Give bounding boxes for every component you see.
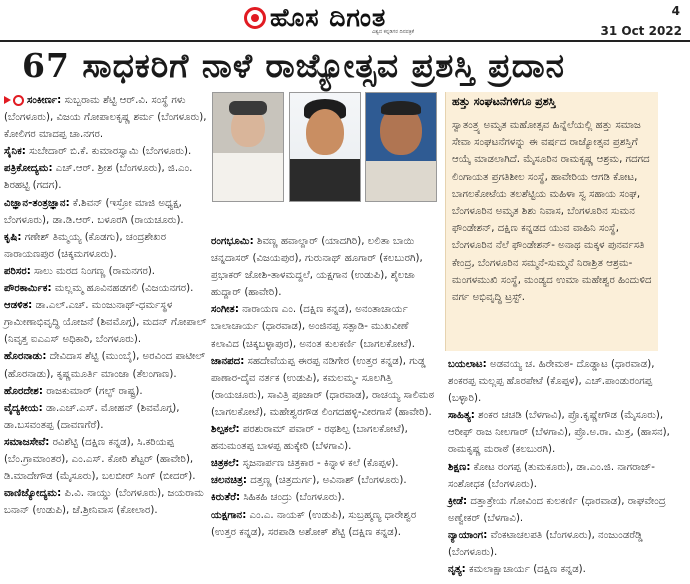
category-label: ಕೃಷಿ: xyxy=(4,231,22,243)
category-label: ಸಂಕೀರ್ಣ: xyxy=(27,95,62,106)
category-label: ಹೊರನಾಡು: xyxy=(4,351,47,363)
category-names: ಶಿವಣ್ಣ ಹವಾಲ್ದಾರ್ (ಯಾದಗಿರಿ), ಲಲಿತಾ ಬಾಯಿ ಚನ್ನದಾಸರ್ (ವಿಜಯಪುರ), ಗುರುನಾಥ್ ಹೂಗಾರ್ (ಕಲಬುರಗಿ), ಪ್ರಭಾಕರ್ ಜೋಶಿ-ತಾಳಮದ್ದಲೆ, ಯಕ್ಷಗಾನ (ಉಡುಪಿ), ಶೈಲಜಾ ಹುದ್ದಾರ್ (ಹಾವೇರಿ). xyxy=(211,236,423,299)
category-names: ಸಾಲು ಮರದ ನಿಂಗಣ್ಣ (ರಾಮನಗರ). xyxy=(34,265,156,277)
award-category xyxy=(4,160,207,194)
category-label: ಕಿರುತೆರೆ: xyxy=(211,492,241,504)
category-label: ಬಯಲಾಟ: xyxy=(448,359,487,370)
category-names: ಕೋಟ ರಂಗಪ್ಪ (ತುಮಕೂರು), ಡಾ.ಎಂ.ಜಿ. ನಾಗರಾಜ್- ಸಂಶೋಧಕ (ಬೆಂಗಳೂರು). xyxy=(448,461,655,490)
category-label: ಕ್ರೀಡೆ: xyxy=(448,495,468,507)
award-category xyxy=(448,459,683,493)
article-headline: 67 ಸಾಧಕರಿಗೆ ನಾಳೆ ರಾಜ್ಯೋತ್ಸವ ಪ್ರಶಸ್ತಿ ಪ್ರದಾನ xyxy=(22,46,566,85)
category-label: ಸೈನಿಕ: xyxy=(4,146,26,158)
category-label: ಚಲನಚಿತ್ರ: xyxy=(211,475,247,487)
category-names: ಸುಬ್ಬರಾಮ ಶೆಟ್ಟಿ ಆರ್.ವಿ. ಸಂಸ್ಥೆ ಗಳು (ಬೆಂಗಳೂರು), ವಿಜಯ ಗೋಪಾಲಕೃಷ್ಣ ಶರ್ಮ (ಬೆಂಗಳೂರು), ಕೋಲಿಗರ ಮಾದಪ್ಪ ಚಾ.ನಗರ. xyxy=(4,95,207,141)
category-names: ರವಿಶೆಟ್ಟಿ (ದಕ್ಷಿಣ ಕನ್ನಡ), ಸಿ.ಕರಿಯಪ್ಪ (ಬೆಂ.ಗ್ರಾಮಾಂತರ), ಎಂ.ಎಸ್. ಕೋರಿ ಶೆಟ್ಟರ್ (ಹಾವೇರಿ), ಡಿ.ಮಾದೇಗೌಡ (ಮೈಸೂರು), ಬಲಬೀರ್ ಸಿಂಗ್ (ಬೀದರ್). xyxy=(4,436,196,483)
category-label: ನ್ಯಾಯಾಂಗ: xyxy=(448,529,488,541)
category-names: ಶಂಕರ ಚಚಡಿ (ಬೆಳಗಾವಿ), ಪ್ರೊ.ಕೃಷ್ಣೇಗೌಡ (ಮೈಸೂರು), ಆರೀಫ್ ರಾಜ ನೀಲಗಾರ್ (ಬೆಳಗಾವಿ), ಪ್ರೊ.ಅ.ರಾ. ಮಿತ್ರ, (ಹಾಸನ), ರಾಮಕೃಷ್ಣ ಮರಾಠೆ (ಕಲಬುರಗಿ). xyxy=(448,410,670,456)
right-column xyxy=(448,356,683,578)
category-names: ಸೃಜನಾರ್ಪಣ ಚಿತ್ರಕಾರ - ಕಿನ್ನಾಳ ಕಲೆ (ಕೊಪ್ಪಳ). xyxy=(242,458,399,470)
ring-icon xyxy=(13,95,24,106)
box-body: ಸ್ವಾತಂತ್ರ್ಯ ಅಮೃತ ಮಹೋತ್ಸವ ಹಿನ್ನೆಲೆಯಲ್ಲಿ ಹತ್ತು ಸಮಾಜ ಸೇವಾ ಸಂಘಟನೆಗಳನ್ನು ಈ ವರ್ಷದ ರಾಜ್ಯೋತ್ಸವ ಪ್ರಶಸ್ತಿಗೆ ಆಯ್ಕೆ ಮಾಡಲಾಗಿದೆ. ಮೈಸೂರಿನ ರಾಮಕೃಷ್ಣ ಆಶ್ರಮ, ಗದಗದ ಲಿಂಗಾಯತ ಪ್ರಗತಿಶೀಲ ಸಂಸ್ಥೆ, ಹಾವೇರಿಯ ಆಗಡಿ ಕೋಟ, ಬಾಗಲಕೋಟೆಯ ತಲಶೆಟ್ಟಿಯ ಮಹಿಳಾ ಸ್ವ ಸಹಾಯ ಸಂಘ, ಬೆಂಗಳೂರಿನ ಅಮೃತ ಶಿಶು ನಿವಾಸ, ಬೆಂಗಳೂರಿನ ಸುಮನ ಫೌಂಡೇಶನ್, ದಕ್ಷಿಣ ಕನ್ನಡದ ಯುವ ವಾಹಿನಿ ಸಂಸ್ಥೆ, ಬೆಂಗಳೂರಿನ ನೆಲೆ ಫೌಂಡೇಶನ್- ಅನಾಥ ಮಕ್ಕಳ ಪುನರ್ವಸತಿ ಕೇಂದ್ರ, ಬೆಂಗಳೂರಿನ ಸಮ್ಮನೆ-ಸುಮ್ಮನೆ ನಿರಾಶ್ರಿತ ಆಶ್ರಮ- ಮಂಗಳಮುಖಿ ಸಂಸ್ಥೆ, ಮಂಡ್ಯದ ಉಮಾ ಮಹೇಶ್ವರ ಹಿಂದುಳಿದ ವರ್ಗ ಅಭಿವೃದ್ಧಿ ಟ್ರಸ್ಟ್. xyxy=(452,120,652,304)
category-names: ಪರಶುರಾಮ್ ಪವಾರ್ - ರಥಶಿಲ್ಪ (ಬಾಗಲಕೋಟೆ), ಹನುಮಂತಪ್ಪ ಬಾಳಪ್ಪ ಹುಕ್ಕೇರಿ (ಬೆಳಗಾವಿ). xyxy=(211,424,408,453)
category-label: ಪತ್ರಿಕೋದ್ಯಮ: xyxy=(4,163,53,175)
award-category xyxy=(4,263,207,280)
category-names: ಸುಬೇದಾರ್ ಬಿ.ಕೆ. ಕುಮಾರಸ್ವಾಮಿ (ಬೆಂಗಳೂರು). xyxy=(29,146,192,158)
category-names: ಪಿ.ವಿ. ನಾಯ್ಡು (ಬೆಂಗಳೂರು), ಜಯರಾಮ ಬನಾನ್ (ಉಡುಪಿ), ಜೆ.ಶ್ರೀನಿವಾಸ (ಕೋಲಾರ). xyxy=(4,488,204,517)
award-category xyxy=(4,195,207,229)
award-category xyxy=(4,229,207,263)
masthead xyxy=(0,0,690,42)
category-names: ಎಂ.ಎ. ನಾಯಕ್ (ಉಡುಪಿ), ಸುಬ್ರಹ್ಮಣ್ಯ ಧಾರೇಶ್ವರ (ಉತ್ತರ ಕನ್ನಡ), ಸರಪಾಡಿ ಅಶೋಕ್ ಶೆಟ್ಟಿ (ದಕ್ಷಿಣ ಕನ್ನಡ). xyxy=(211,509,417,538)
award-category xyxy=(4,383,207,400)
award-category xyxy=(4,485,207,519)
category-names: ಎಚ್.ಆರ್. ಶ್ರೀಶ (ಬೆಂಗಳೂರು), ಜಿ.ಎಂ. ಶಿರಹಟ್ಟಿ (ಗದಗ). xyxy=(4,163,193,192)
issue-date: 31 Oct 2022 xyxy=(600,24,682,38)
award-category xyxy=(4,434,207,485)
award-category xyxy=(211,507,439,541)
category-names: ಡಾ.ಎಲ್.ಎಚ್. ಮಂಜುನಾಥ್-ಧರ್ಮಸ್ಥಳ ಗ್ರಾಮೀಣಾಭಿವೃದ್ಧಿ ಯೋಜನೆ (ಶಿವಮೊಗ್ಗ), ಮದನ್ ಗೋಪಾಲ್ (ನಿವೃತ್ತ ಐಎಎಸ್ ಅಧಿಕಾರಿ, ಬೆಂಗಳೂರು). xyxy=(4,300,207,346)
category-names: ಅಡವಯ್ಯ ಚ. ಹಿರೇಮಠ- ದೊಡ್ಡಾಟ (ಧಾರವಾಡ), ಶಂಕರಪ್ಪ ಮಲ್ಲಪ್ಪ ಹೊರಪೇಟೆ (ಕೊಪ್ಪಳ), ಎಚ್.ಪಾಂಡುರಂಗಪ್ಪ (ಬಳ್ಳಾರಿ). xyxy=(448,359,655,405)
category-names: ಕೆ.ಶಿವನ್ (ಇಸ್ರೋ ಮಾಜಿ ಅಧ್ಯಕ್ಷ, ಬೆಂಗಳೂರು), ಡಾ.ಡಿ.ಆರ್. ಬಳೂರಗಿ (ರಾಯಚೂರು). xyxy=(4,197,184,226)
award-category xyxy=(211,353,439,421)
award-category xyxy=(448,407,683,458)
category-names: ನಾರಾಯಣ ಎಂ. (ದಕ್ಷಿಣ ಕನ್ನಡ), ಅನಂತಾಚಾರ್ಯ ಬಾಲಾಚಾರ್ಯ (ಧಾರವಾಡ), ಅಂಜಿನಪ್ಪ ಸತ್ಪಾಡಿ- ಮುಖವೀಣೆ ಕಲಾವಿದ (ಚಿಕ್ಕಬಳ್ಳಾಪುರ), ಅನಂತ ಕುಲಕರ್ಣಿ (ಬಾಗಲಕೋಟೆ). xyxy=(211,304,415,350)
award-category xyxy=(4,92,207,143)
category-names: ರಾಜಕುಮಾರ್ (ಗಲ್ಫ್ ರಾಷ್ಟ್ರ). xyxy=(46,385,143,397)
page-number: 4 xyxy=(671,4,680,18)
category-label: ಚಿತ್ರಕಲೆ: xyxy=(211,458,240,470)
category-label: ರಂಗಭೂಮಿ: xyxy=(211,236,254,247)
award-category xyxy=(211,472,439,489)
category-names: ಮಲ್ಲಮ್ಮ ಹೂವಿನಹಡಗಲಿ (ವಿಜಯನಗರ). xyxy=(54,283,194,295)
awardee-photo xyxy=(212,92,284,202)
category-label: ಆಡಳಿತ: xyxy=(4,300,33,312)
award-category xyxy=(4,143,207,160)
category-names: ಗಣೇಶ್ ತಿಮ್ಮಯ್ಯ (ಕೊಡಗು), ಚಂದ್ರಶೇಖರ ನಾರಾಯಣಪುರ (ಚಿಕ್ಕಮಗಳೂರು). xyxy=(4,231,167,260)
award-category xyxy=(448,561,683,578)
category-label: ಸಂಗೀತ: xyxy=(211,304,239,316)
category-names: ಕಮಲಾಕ್ಷಾಚಾರ್ಯ (ದಕ್ಷಿಣ ಕನ್ನಡ). xyxy=(469,564,586,576)
category-names: ಸಿಹಿಕಹಿ ಚಂದ್ರು (ಬೆಂಗಳೂರು). xyxy=(243,492,345,504)
category-label: ಜಾನಪದ: xyxy=(211,355,245,367)
category-label: ಯಕ್ಷಗಾನ: xyxy=(211,509,247,521)
award-category xyxy=(211,455,439,472)
left-column xyxy=(4,92,207,519)
organizations-box xyxy=(445,92,658,351)
category-label: ನೃತ್ಯ: xyxy=(448,564,466,576)
awardee-photo xyxy=(365,92,437,202)
category-label: ವಿಜ್ಞಾನ-ತಂತ್ರಜ್ಞಾನ: xyxy=(4,197,70,209)
category-label: ಸಮಾಜಸೇವೆ: xyxy=(4,436,50,448)
category-label: ಪರಿಸರ: xyxy=(4,265,31,277)
category-names: ದತ್ತಾತ್ರೇಯ ಗೋವಿಂದ ಕುಲಕರ್ಣಿ (ಧಾರವಾಡ), ರಾಘವೇಂದ್ರ ಅಣ್ವೇಕರ್ (ಬೆಳಗಾವಿ). xyxy=(448,495,666,524)
category-label: ಪೌರಕಾರ್ಮಿಕ: xyxy=(4,283,52,295)
award-category xyxy=(4,400,207,434)
category-label: ಸಾಹಿತ್ಯ: xyxy=(448,410,475,422)
category-label: ಶಿಲ್ಪಕಲೆ: xyxy=(211,424,240,436)
category-label: ವಾಣಿಜ್ಯೋದ್ಯಮ: xyxy=(4,488,62,500)
award-category xyxy=(448,356,683,407)
logo-text: ಹೊಸ ದಿಗಂತ xyxy=(270,3,387,32)
award-category xyxy=(211,233,439,301)
category-names: ದತ್ತಣ್ಣ (ಚಿತ್ರದುರ್ಗ), ಅವಿನಾಶ್ (ಬೆಂಗಳೂರು). xyxy=(250,475,407,487)
category-names: ವೆಂಕಟಾಚಲಪತಿ (ಬೆಂಗಳೂರು), ನಂಜುಂಡರೆಡ್ಡಿ (ಬೆಂಗಳೂರು). xyxy=(448,529,643,559)
awardee-photo xyxy=(289,92,361,202)
box-title: ಹತ್ತು ಸಂಘಟನೆಗಳಿಗೂ ಪ್ರಶಸ್ತಿ xyxy=(452,95,556,108)
award-category xyxy=(211,489,439,506)
award-category xyxy=(448,527,683,561)
award-category xyxy=(211,421,439,455)
award-category xyxy=(4,280,207,297)
middle-column xyxy=(211,233,439,541)
logo-ring-icon xyxy=(244,7,266,29)
category-names: ದೇವಿದಾಸ ಶೆಟ್ಟಿ (ಮುಂಬೈ), ಅರವಿಂದ ಪಾಟೀಲ್ (ಹೊರನಾಡು), ಕೃಷ್ಣಮೂರ್ತಿ ಮಾಂಜಾ (ತೆಲಂಗಾಣ). xyxy=(4,351,206,380)
masthead-rule xyxy=(0,40,690,42)
award-category xyxy=(4,348,207,382)
category-names: ಸಹದೇವೆಯಪ್ಪ ಈರಪ್ಪ ನಡಿಗೇರ (ಉತ್ತರ ಕನ್ನಡ), ಗುಡ್ಡ ಪಾಣಾರ-ದೈವ ನರ್ತಕ (ಉಡುಪಿ), ಕಮಲಮ್ಮ- ಸೂಲಗಿತ್ತಿ (ರಾಯಚೂರು), ಸಾವಿತ್ರಿ ಪೂಜಾರ್ (ಧಾರವಾಡ), ರಾಚಯ್ಯ ಸಾಲಿಮಠ (ಬಾಗಲಕೋಟೆ), ಮಹೇಶ್ವರಗೌಡ ಲಿಂಗದಹಳ್ಳಿ-ವೀರಗಾಸೆ (ಹಾವೇರಿ). xyxy=(211,355,435,418)
award-category xyxy=(448,493,683,527)
award-category xyxy=(4,297,207,348)
arrow-icon xyxy=(4,96,11,104)
logo-tagline: ವಿಶ್ವದ ಕನ್ನಡಿಗರ ದಿನಪತ್ರಿಕೆ xyxy=(372,29,414,35)
category-label: ಶಿಕ್ಷಣ: xyxy=(448,461,471,473)
category-label: ಹೊರದೇಶ: xyxy=(4,385,43,397)
award-category xyxy=(211,301,439,352)
category-label: ವೈದ್ಯಕೀಯ: xyxy=(4,402,43,414)
category-names: ಡಾ.ಎಚ್.ಎಸ್. ಮೋಹನ್ (ಶಿವಮೊಗ್ಗ), ಡಾ.ಬಸವಂತಪ್ಪ (ದಾವಣಗೆರೆ). xyxy=(4,402,180,431)
newspaper-logo xyxy=(244,3,386,33)
